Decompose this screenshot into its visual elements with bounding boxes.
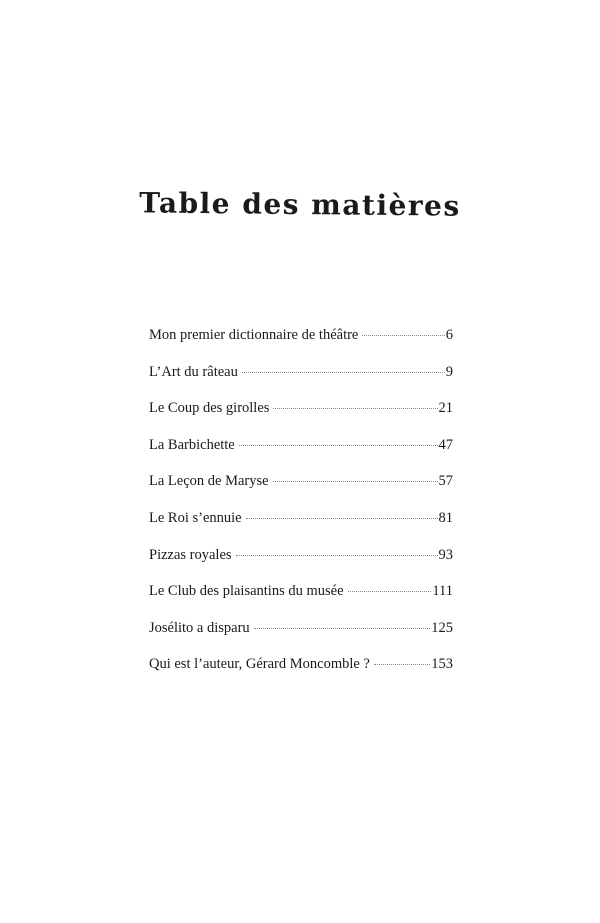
toc-entry[interactable]	[149, 583, 453, 620]
toc-entry-page: 125	[431, 619, 453, 636]
dot-leader	[239, 445, 438, 446]
toc-entry-page: 153	[431, 656, 453, 673]
toc-entry-page: 6	[445, 327, 453, 343]
toc-entry-page: 93	[438, 546, 453, 563]
toc-entry-title: L’Art du râteau	[149, 363, 238, 380]
dot-leader	[236, 555, 438, 556]
toc-entry-title: La Leçon de Maryse	[149, 473, 269, 490]
toc-entry-page: 111	[432, 583, 453, 600]
toc-entry-title: La Barbichette	[149, 436, 235, 453]
toc-entry[interactable]	[149, 510, 453, 547]
dot-leader	[273, 408, 437, 409]
toc-entry[interactable]	[149, 620, 453, 657]
dot-leader	[242, 372, 445, 373]
toc-entry-title: Pizzas royales	[149, 546, 232, 563]
toc-entry-page: 81	[438, 509, 453, 526]
dot-leader	[348, 591, 432, 592]
toc-entry-title: Josélito a disparu	[149, 619, 250, 636]
toc-entry[interactable]	[149, 473, 453, 510]
dot-leader	[246, 518, 438, 519]
toc-entry-page: 47	[438, 436, 453, 453]
dot-leader	[254, 628, 431, 629]
dot-leader	[273, 481, 438, 482]
page-title: Table des matières	[139, 186, 461, 223]
toc-entry-title: Qui est l’auteur, Gérard Moncomble ?	[149, 656, 370, 673]
toc-entry-title: Mon premier dictionnaire de théâtre	[149, 327, 359, 343]
toc-entry[interactable]	[149, 547, 453, 584]
toc-entry[interactable]	[149, 327, 453, 364]
toc-entry[interactable]	[149, 656, 453, 693]
toc-entry-title: Le Roi s’ennuie	[149, 509, 242, 526]
toc-entry-page: 9	[445, 363, 453, 380]
dot-leader	[374, 664, 430, 665]
toc-entry-title: Le Club des plaisantins du musée	[149, 583, 344, 600]
toc-entry-title: Le Coup des girolles	[149, 400, 270, 417]
toc-entry[interactable]	[149, 400, 453, 437]
table-of-contents	[149, 327, 453, 693]
toc-entry[interactable]	[149, 364, 453, 401]
dot-leader	[362, 335, 444, 336]
toc-entry-page: 21	[438, 400, 453, 417]
toc-entry-page: 57	[438, 473, 453, 490]
toc-entry[interactable]	[149, 437, 453, 474]
